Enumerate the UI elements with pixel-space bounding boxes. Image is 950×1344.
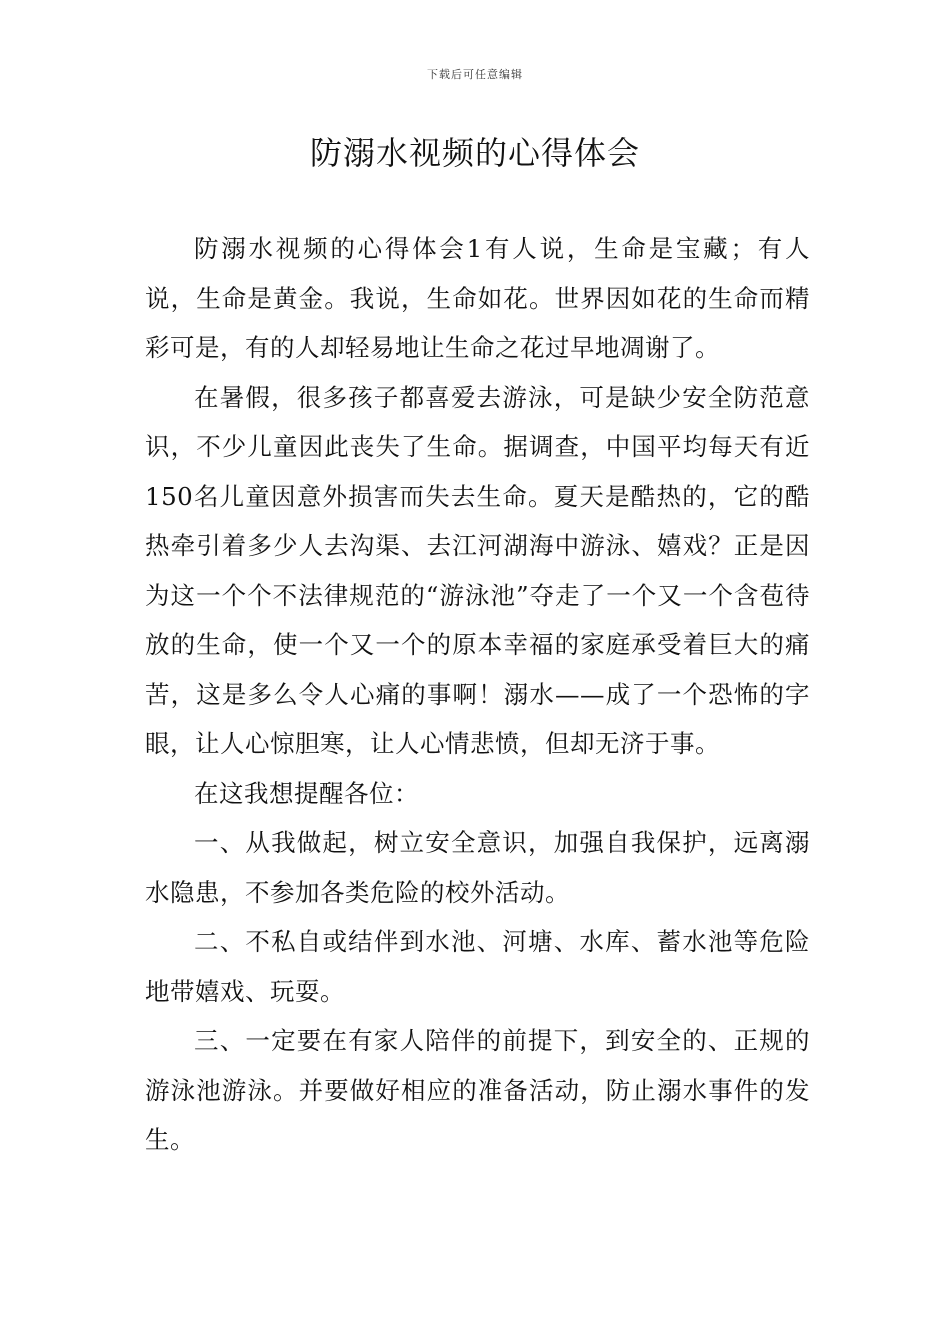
paragraph-point-three: 三、一定要在有家人陪伴的前提下，到安全的、正规的游泳池游泳。并要做好相应的准备活动，防止溺水事件的发生。 [145,1026,810,1154]
document-body [145,224,810,1165]
document-title: 防溺水视频的心得体会 [309,134,640,172]
paragraph-intro: 防溺水视频的心得体会1有人说，生命是宝藏；有人说，生命是黄金。我说，生命如花。世界因如花的生命而精彩可是，有的人却轻易地让生命之花过早地凋谢了。 [145,234,810,362]
paragraph-summer: 在暑假，很多孩子都喜爱去游泳，可是缺少安全防范意识，不少儿童因此丧失了生命。据调查，中国平均每天有近150名儿童因意外损害而失去生命。夏天是酷热的，它的酷热牵引着多少人去沟渠、去江河湖海中游泳、嬉戏？正是因为这一个个不法律规范的“游泳池”夺走了一个又一个含苞待放的生命，使一个又一个的原本幸福的家庭承受着巨大的痛苦，这是多么令人心痛的事啊！溺水——成了一个恐怖的字眼，让人心惊胆寒，让人心情悲愤，但却无济于事。 [145,382,810,758]
paragraph-point-two: 二、不私自或结伴到水池、河塘、水库、蓄水池等危险地带嬉戏、玩耍。 [145,927,810,1006]
paragraph-point-one: 一、从我做起，树立安全意识，加强自我保护，远离溺水隐患，不参加各类危险的校外活动。 [145,828,810,907]
paragraph-reminder: 在这我想提醒各位： [194,778,419,808]
header-note: 下载后可任意编辑 [427,68,523,81]
